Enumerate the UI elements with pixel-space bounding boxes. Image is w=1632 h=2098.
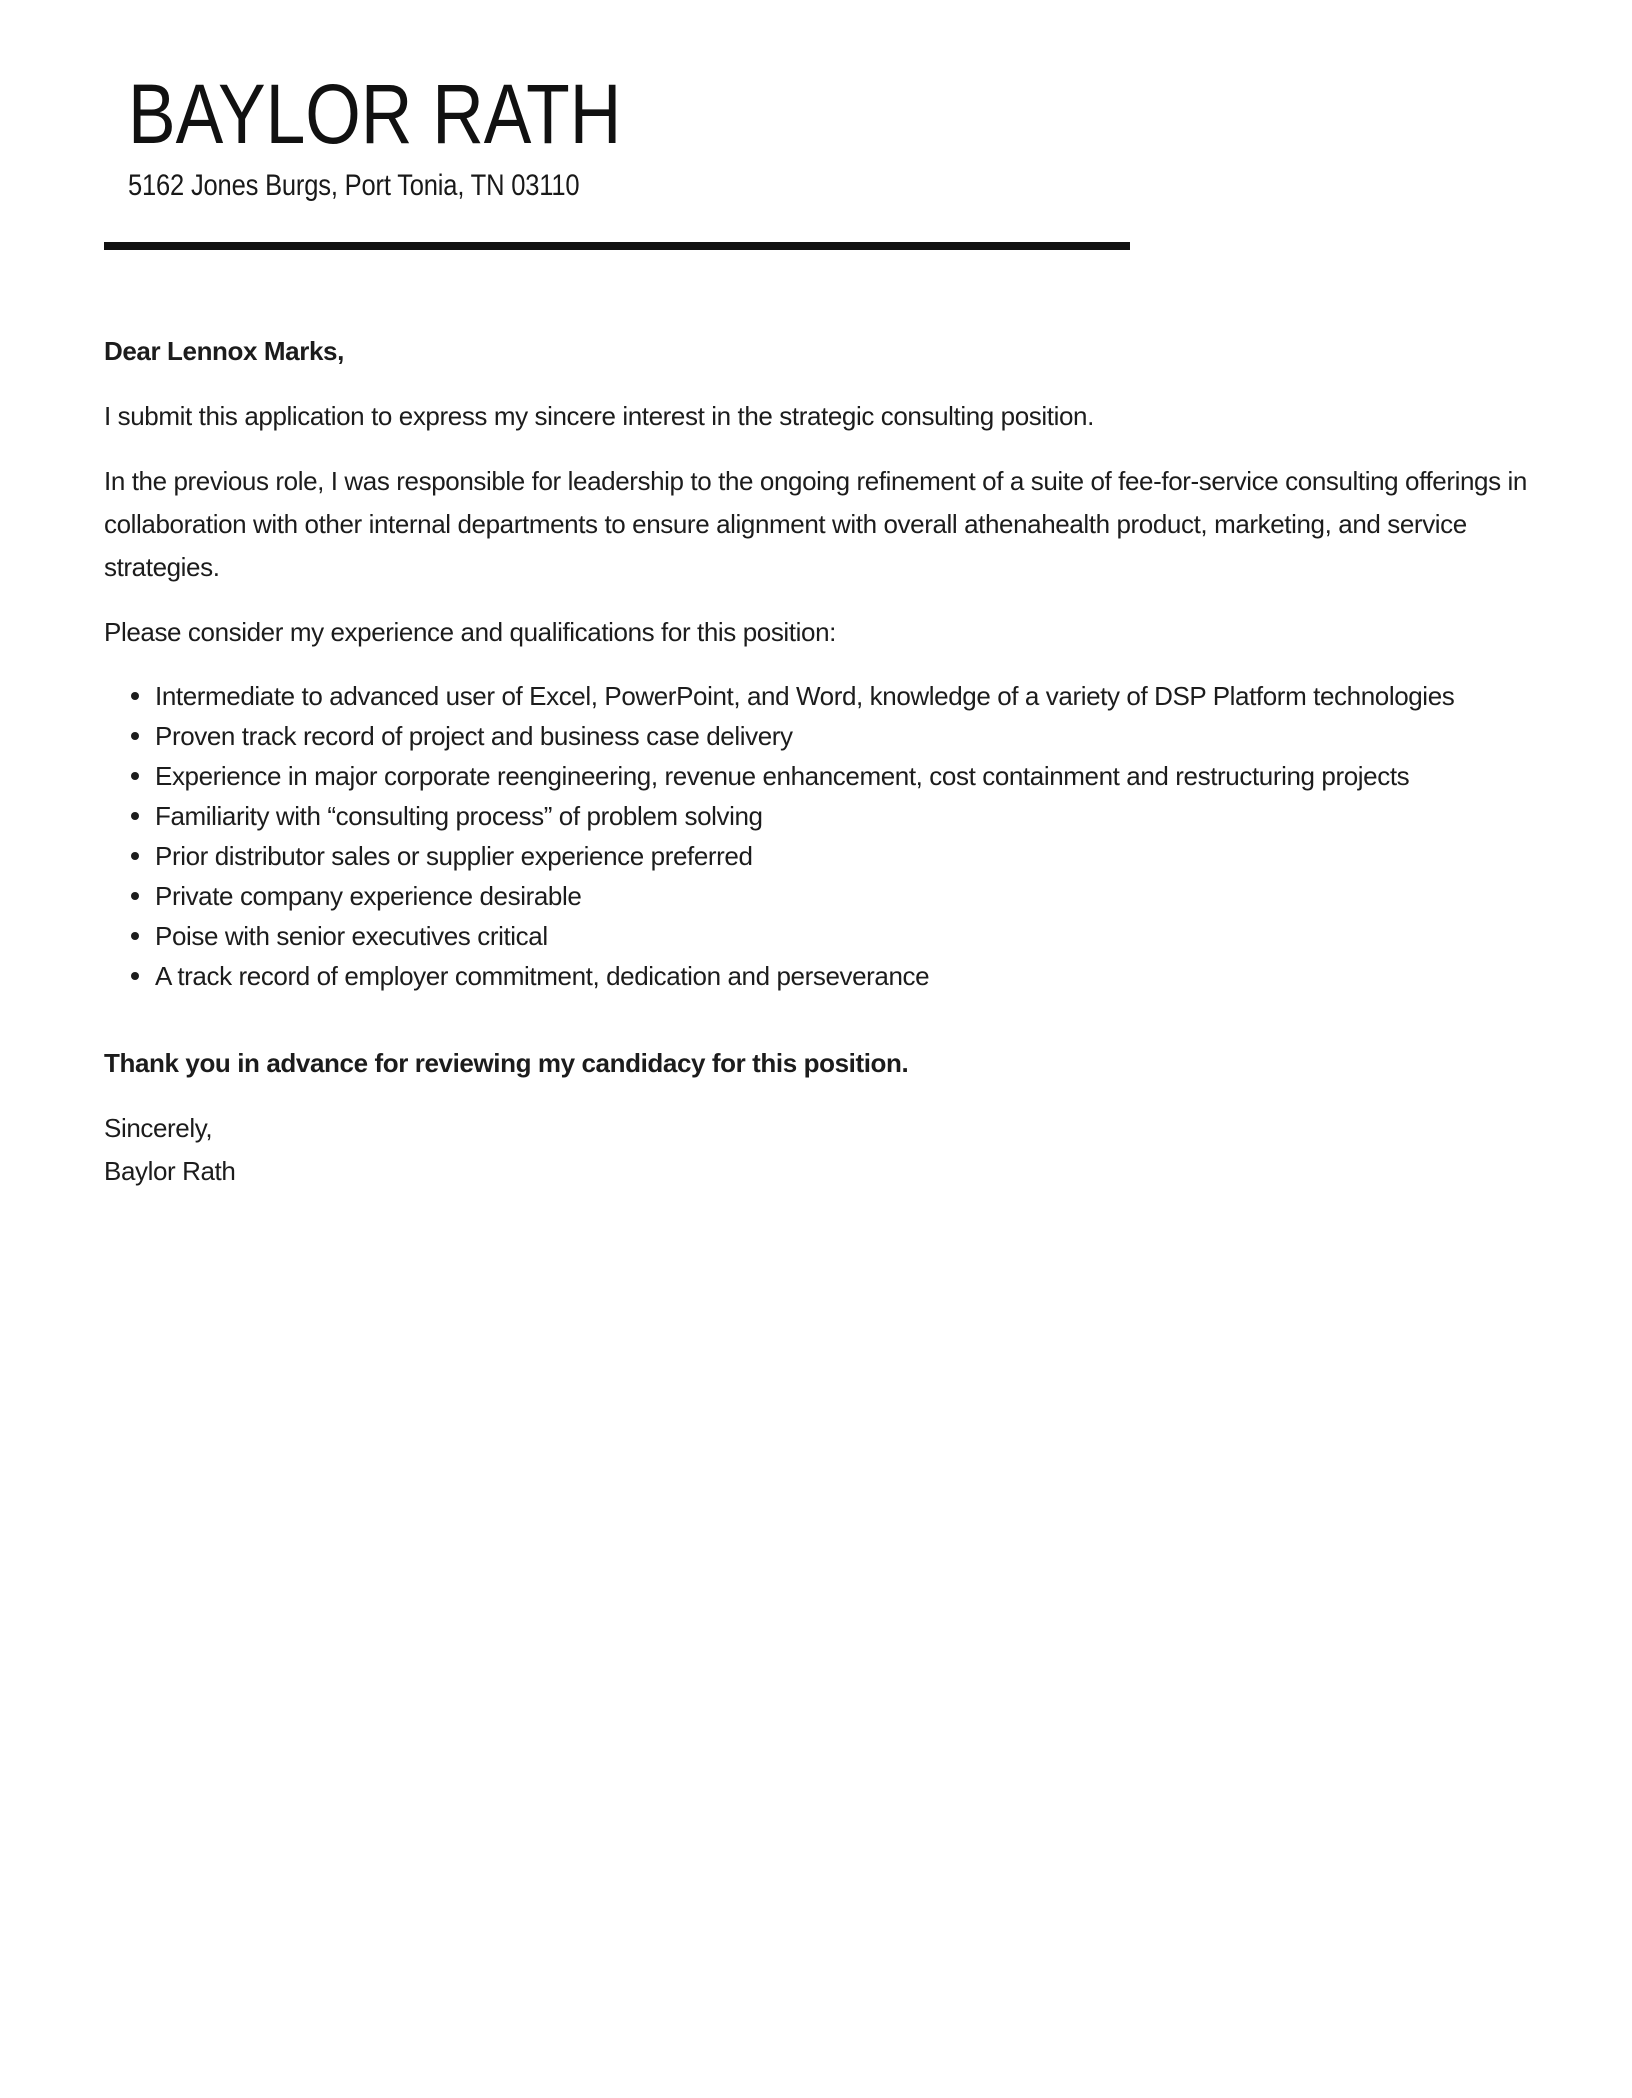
qualification-text: Proven track record of project and business case delivery (155, 721, 793, 751)
signoff-salutation: Sincerely, (104, 1113, 213, 1143)
signoff-block (104, 1107, 1552, 1193)
bullet-icon (131, 692, 139, 700)
qualifications-intro: Please consider my experience and qualifications for this position: (104, 617, 836, 647)
qualification-text: A track record of employer commitment, dedication and perseverance (155, 961, 930, 991)
qualification-text: Intermediate to advanced user of Excel, PowerPoint, and Word, knowledge of a variety of DSP Platform technologies (155, 681, 1455, 711)
closing-thanks: Thank you in advance for reviewing my candidacy for this position. (104, 1048, 909, 1078)
qualification-text: Poise with senior executives critical (155, 921, 548, 951)
qualification-item (104, 956, 1552, 996)
qualification-text: Experience in major corporate reengineering, revenue enhancement, cost containment and restructuring projects (155, 761, 1410, 791)
qualification-item (104, 716, 1552, 756)
qualification-text: Private company experience desirable (155, 881, 582, 911)
bullet-icon (131, 812, 139, 820)
bullet-icon (131, 772, 139, 780)
header-text-block (128, 67, 1338, 204)
letter-header (104, 0, 1552, 250)
bullet-icon (131, 852, 139, 860)
bullet-icon (131, 732, 139, 740)
letter-body (104, 330, 1552, 1193)
qualification-item (104, 796, 1552, 836)
qualifications-list (104, 676, 1552, 996)
signature-name: Baylor Rath (104, 1156, 236, 1186)
intro-paragraph: I submit this application to express my sincere interest in the strategic consulting position. (104, 401, 1094, 431)
salutation: Dear Lennox Marks, (104, 336, 344, 366)
qualification-item (104, 836, 1552, 876)
qualification-text: Prior distributor sales or supplier experience preferred (155, 841, 753, 871)
bullet-icon (131, 892, 139, 900)
applicant-name: BAYLOR RATH (128, 67, 622, 161)
applicant-address: 5162 Jones Burgs, Port Tonia, TN 03110 (128, 169, 580, 202)
qualification-item (104, 876, 1552, 916)
bullet-icon (131, 932, 139, 940)
qualification-text: Familiarity with “consulting process” of problem solving (155, 801, 763, 831)
bullet-icon (131, 972, 139, 980)
header-divider (104, 242, 1130, 250)
qualification-item (104, 916, 1552, 956)
experience-paragraph: In the previous role, I was responsible for leadership to the ongoing refinement of a suite of fee-for-service consulting offerings in collaboration with other internal departments to ensure alignment with overall athenahealth product, marketing, and service strategies. (104, 466, 1527, 582)
qualification-item (104, 676, 1552, 716)
qualification-item (104, 756, 1552, 796)
